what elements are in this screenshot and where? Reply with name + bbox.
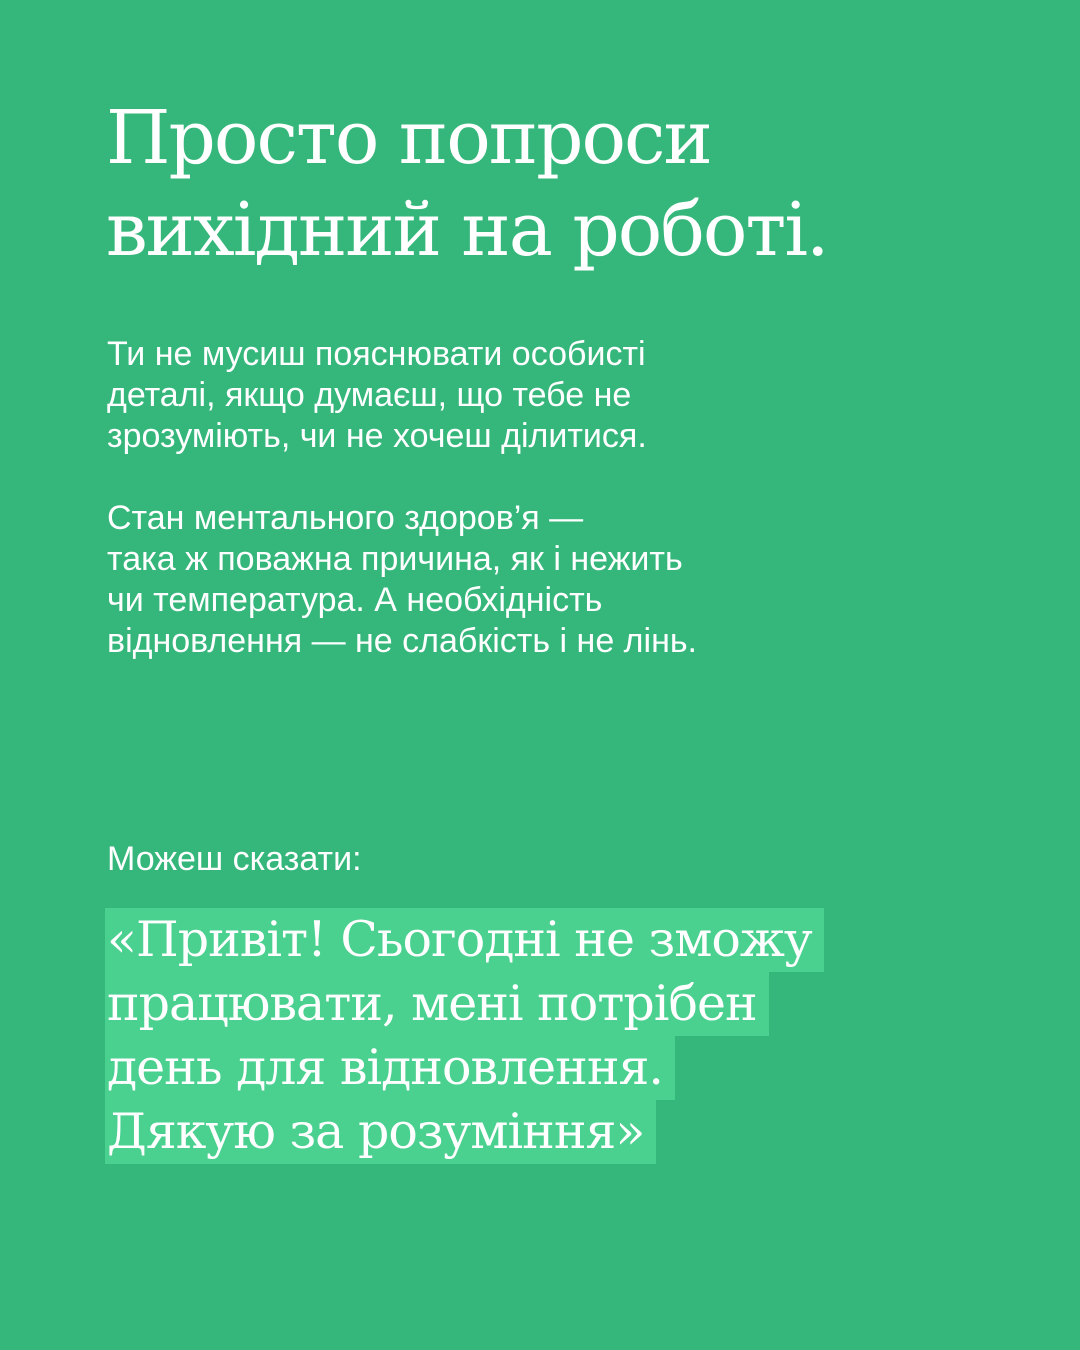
prompt-label-text: Можеш сказати:	[107, 840, 362, 878]
paragraph-line: Стан ментального здоров’я —	[107, 499, 584, 537]
paragraph-line: чи температура. А необхідність	[107, 581, 603, 619]
paragraph-line: відновлення — не слабкість і не лінь.	[107, 622, 698, 660]
quote-line: працювати, мені потрібен	[105, 972, 769, 1036]
quote-line: Дякую за розуміння»	[105, 1100, 656, 1164]
prompt-label	[107, 839, 362, 880]
slide-title	[106, 92, 828, 276]
body-paragraph	[107, 334, 647, 457]
paragraph-line: така ж поважна причина, як і нежить	[107, 540, 683, 578]
title-line: Просто попроси	[106, 95, 711, 181]
paragraph-line: Ти не мусиш пояснювати особисті	[107, 335, 646, 373]
paragraph-line: деталі, якщо думаєш, що тебе не	[107, 376, 632, 414]
quote-line: «Привіт! Сьогодні не зможу	[105, 908, 824, 972]
title-line: вихідний на роботі.	[106, 187, 828, 273]
quote-line: день для відновлення.	[105, 1036, 675, 1100]
highlighted-quote	[105, 908, 824, 1164]
body-paragraph	[107, 498, 697, 662]
paragraph-line: зрозуміють, чи не хочеш ділитися.	[107, 417, 647, 455]
